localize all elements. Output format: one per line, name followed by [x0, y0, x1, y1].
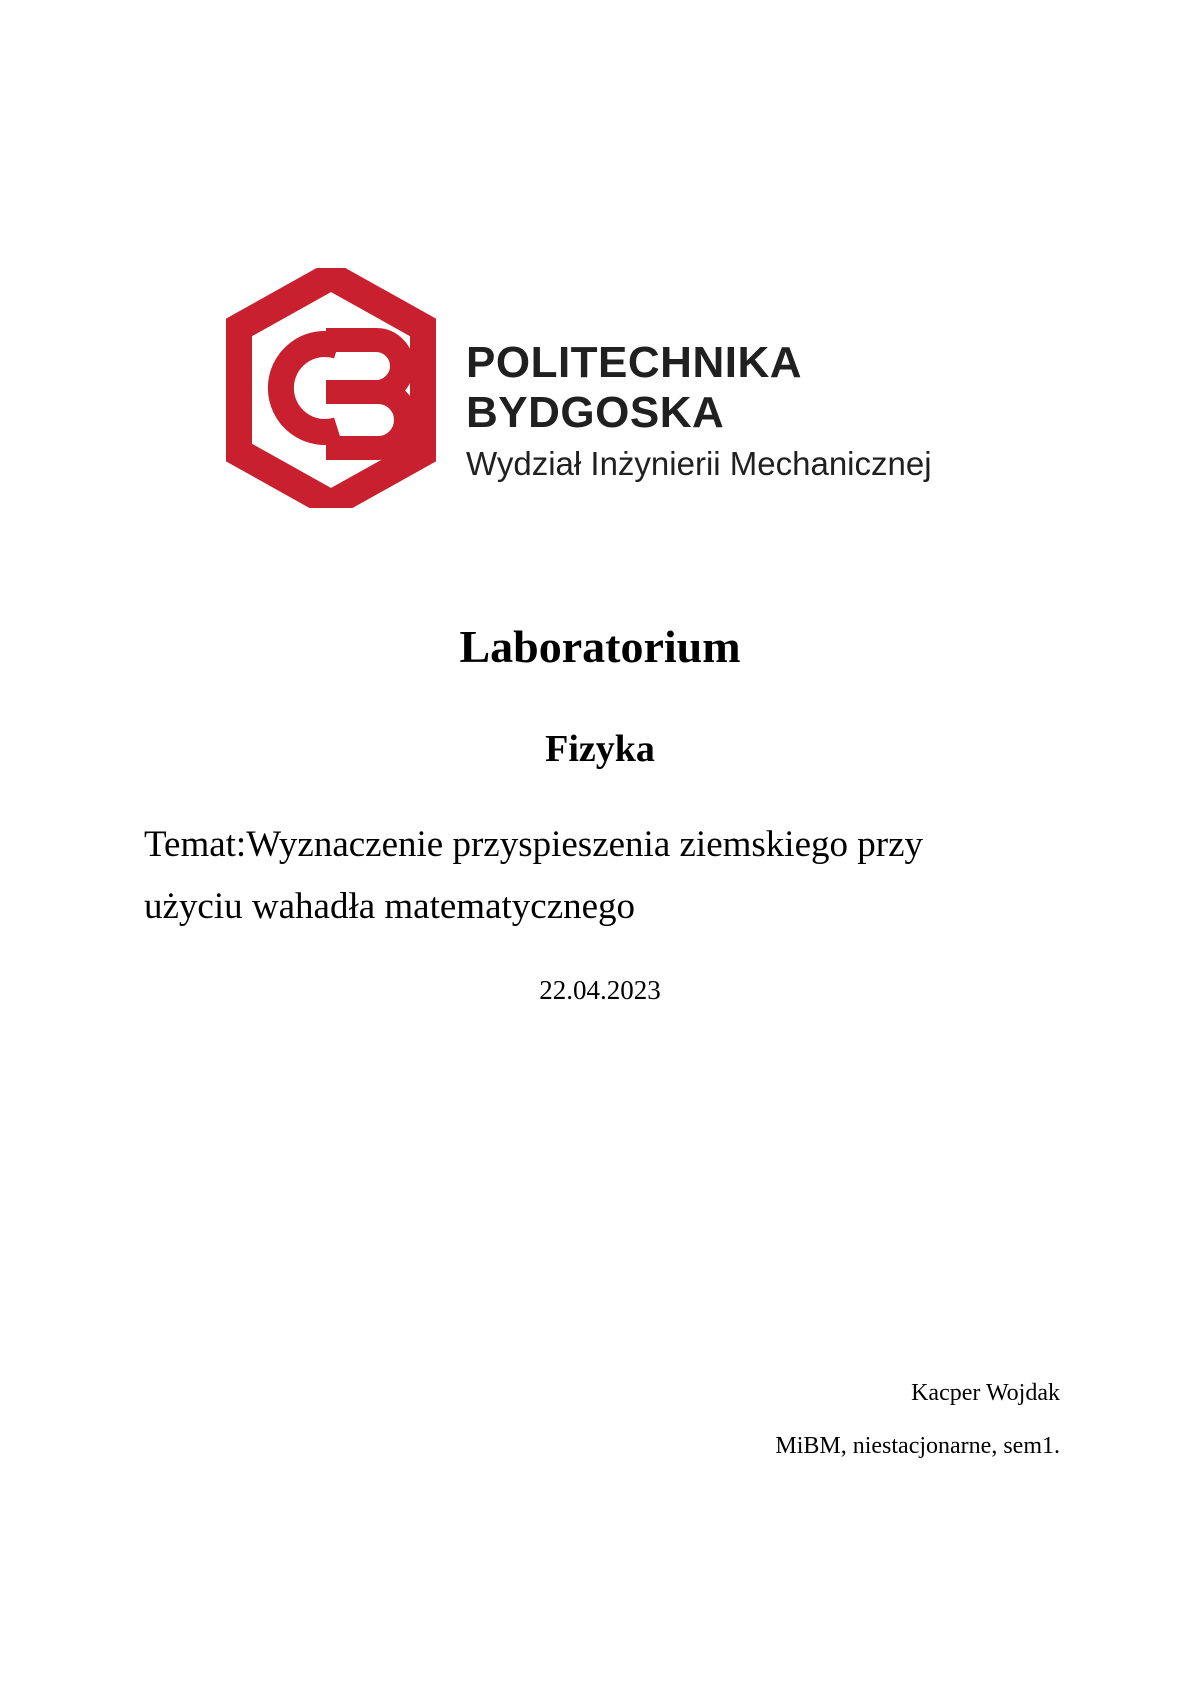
- logo-university-name-line2: BYDGOSKA: [466, 388, 725, 437]
- study-program: MiBM, niestacjonarne, sem1.: [775, 1433, 1060, 1459]
- topic-line-1: Temat:Wyznaczenie przyspieszenia ziemskiego przy: [144, 824, 924, 865]
- document-title: Laboratorium: [459, 621, 741, 672]
- topic-line-2: użyciu wahadła matematycznego: [144, 886, 636, 927]
- author-name: Kacper Wojdak: [911, 1380, 1060, 1406]
- logo-university-name-line1: POLITECHNIKA: [466, 338, 802, 387]
- university-logo: [226, 268, 1016, 516]
- logo-faculty-name: Wydział Inżynierii Mechanicznej: [466, 445, 932, 482]
- logo-text: [466, 338, 932, 484]
- document-subject: Fizyka: [545, 728, 655, 770]
- document-topic: [144, 814, 1104, 938]
- politechnika-bydgoska-logo-icon: [226, 268, 436, 508]
- document-date: 22.04.2023: [539, 975, 661, 1005]
